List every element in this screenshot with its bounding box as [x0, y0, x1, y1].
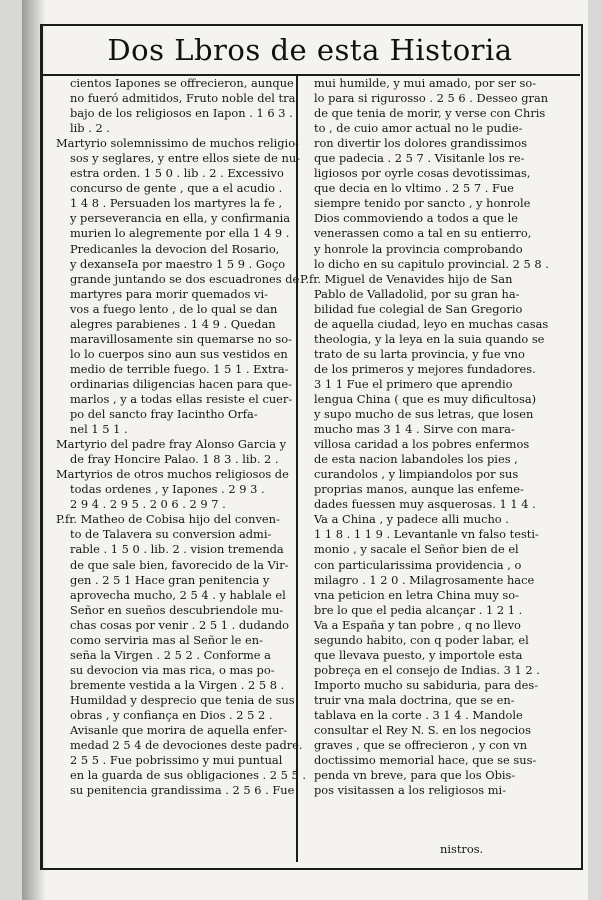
entry-line: no fueró admitidos, Fruto noble del tra [70, 91, 296, 106]
entry-line: bremente vestida a la Virgen . 2 5 8 . [70, 677, 285, 692]
index-entry [56, 512, 307, 798]
entry-line: de fray Honcire Palao. 1 8 3 . lib. 2 . [70, 452, 279, 467]
left-column [56, 76, 307, 798]
entry-line: Va a China , y padece alli mucho . [314, 512, 509, 527]
entry-line: segundo habito, con q poder labar, el [314, 632, 529, 647]
entry-line: siempre tenido por sancto , y honrole [314, 196, 531, 211]
entry-line: marlos , y a todas ellas resiste el cuer- [70, 391, 293, 406]
entry-line: gen . 2 5 1 Hace gran penitencia y [70, 572, 270, 587]
entry-line: ordinarias diligencias hacen para que- [70, 376, 292, 391]
index-entry-continuation [70, 76, 296, 136]
entry-line: vos a fuego lento , de lo qual se dan [70, 301, 278, 316]
entry-line: lib . 2 . [70, 121, 110, 136]
entry-line: ron divertir los dolores grandissimos [314, 136, 528, 151]
entry-line: su penitencia grandissima . 2 5 6 . Fue [70, 783, 295, 798]
index-entry [300, 271, 549, 799]
index-entry [56, 136, 301, 437]
entry-line: lengua China ( que es muy dificultosa) [314, 391, 537, 406]
entry-line: proprias manos, aunque las enfeme- [314, 482, 524, 497]
entry-line: to , de cuio amor actual no le pudie- [314, 121, 523, 136]
entry-line: 3 1 1 Fue el primero que aprendio [314, 376, 513, 391]
entry-line: nel 1 5 1 . [70, 422, 128, 437]
entry-line: consultar el Rey N. S. en los negocios [314, 723, 531, 738]
entry-line: pobreça en el consejo de Indias. 3 1 2 . [314, 662, 540, 677]
entry-line: obras , y confiança en Dios . 2 5 2 . [70, 707, 273, 722]
entry-line: P.fr. Miguel de Venavides hijo de San [300, 271, 513, 286]
entry-line: curandolos , y limpiandolos por sus [314, 467, 519, 482]
entry-line: cientos Iapones se offrecieron, aunque [70, 76, 294, 90]
entry-line: maravillosamente sin quemarse no so- [70, 331, 292, 346]
entry-line: venerassen como a tal en su entierro, [314, 226, 532, 241]
entry-line: seña la Virgen . 2 5 2 . Conforme a [70, 647, 271, 662]
entry-line: milagro . 1 2 0 . Milagrosamente hace [314, 572, 535, 587]
entry-line: estra orden. 1 5 0 . lib . 2 . Excessivo [70, 166, 284, 181]
entry-line: como serviria mas al Señor le en- [70, 632, 263, 647]
entry-line: P.fr. Matheo de Cobisa hijo del conven- [56, 512, 280, 527]
entry-line: trato de su larta provincia, y fue vno [314, 346, 525, 361]
index-entry [56, 467, 290, 512]
entry-line: 2 5 5 . Fue pobrissimo y mui puntual [70, 753, 283, 768]
index-entry-continuation [314, 76, 549, 272]
entry-line: theologia, y la leya en la suia quando se [314, 331, 545, 346]
entry-line: vna peticion en letra China muy so- [314, 587, 519, 602]
entry-line: lo para si rigurosso . 2 5 6 . Desseo gran [314, 91, 549, 106]
entry-line: ligiosos por oyrle cosas devotissimas, [314, 166, 531, 181]
entry-line: concurso de gente , que a el acudio . [70, 181, 283, 196]
entry-line: en la guarda de sus obligaciones . 2 5 5 . [70, 768, 307, 783]
entry-line: todas ordenes , y Iapones . 2 9 3 . [70, 482, 265, 497]
entry-line: Señor en sueños descubriendole mu- [70, 602, 284, 617]
entry-line: bre lo que el pedia alcançar . 1 2 1 . [314, 602, 523, 617]
entry-line: medad 2 5 4 de devociones deste padre. [70, 738, 303, 753]
entry-line: chas cosas por venir . 2 5 1 . dudando [70, 617, 290, 632]
entry-line: y honrole la provincia comprobando [314, 241, 523, 256]
entry-line: martyres para morir quemados vi- [70, 286, 268, 301]
entry-line: rable . 1 5 0 . lib. 2 . vision tremenda [70, 542, 284, 557]
entry-line: truir vna mala doctrina, que se en- [314, 692, 515, 707]
entry-line: graves , que se offrecieron , y con vn [314, 738, 528, 753]
entry-line: Dios commoviendo a todos a que le [314, 211, 518, 226]
entry-line: alegres parabienes . 1 4 9 . Quedan [70, 316, 276, 331]
entry-line: Martyrios de otros muchos religiosos de [56, 467, 289, 482]
entry-line: Va a España y tan pobre , q no llevo [314, 617, 521, 632]
entry-line: su devocion via mas rica, o mas po- [70, 662, 275, 677]
entry-line: de aquella ciudad, leyo en muchas casas [314, 316, 549, 331]
entry-line: murien lo alegremente por ella 1 4 9 . [70, 226, 290, 241]
entry-line: penda vn breve, para que los Obis- [314, 768, 516, 783]
entry-line: tablava en la corte . 3 1 4 . Mandole [314, 707, 523, 722]
entry-line: con particularissima providencia , o [314, 557, 522, 572]
page-title: Dos Lbros de esta Historia [107, 33, 513, 67]
entry-line: grande juntando se dos escuadrones de [70, 271, 300, 286]
entry-line: que decia en lo vltimo . 2 5 7 . Fue [314, 181, 514, 196]
entry-line: que padecia . 2 5 7 . Visitanle los re- [314, 151, 525, 166]
entry-line: dades fuessen muy asquerosas. 1 1 4 . [314, 497, 536, 512]
index-entry [56, 437, 290, 467]
entry-line: mucho mas 3 1 4 . Sirve con mara- [314, 422, 515, 437]
entry-line: y dexanseIa por maestro 1 5 9 . Goço [70, 256, 286, 271]
entry-line: monio , y sacale el Señor bien de el [314, 542, 519, 557]
entry-line: po del sancto fray Iacintho Orfa- [70, 407, 258, 422]
catchword: nistros. [440, 842, 484, 856]
entry-line: que llevava puesto, y importole esta [314, 647, 523, 662]
entry-line: sos y seglares, y entre ellos siete de nu- [70, 151, 301, 166]
entry-line: Martyrio del padre fray Alonso Garcia y [56, 437, 287, 452]
entry-line: Humildad y desprecio que tenia de sus [70, 692, 295, 707]
entry-line: to de Talavera su conversion admi- [70, 527, 272, 542]
entry-line: pos visitassen a los religiosos mi- [314, 783, 507, 798]
entry-line: de los primeros y mejores fundadores. [314, 361, 536, 376]
entry-line: Avisanle que morira de aquella enfer- [70, 723, 288, 738]
entry-line: villosa caridad a los pobres enfermos [314, 437, 530, 452]
entry-line: mui humilde, y mui amado, por ser so- [314, 76, 537, 90]
entry-line: lo lo cuerpos sino aun sus vestidos en [70, 346, 288, 361]
entry-line: medio de terrible fuego. 1 5 1 . Extra- [70, 361, 289, 376]
entry-line: y perseverancia en ella, y confirmania [70, 211, 291, 226]
entry-line: de que sale bien, favorecido de la Vir- [70, 557, 289, 572]
entry-line: Martyrio solemnissimo de muchos religio- [56, 136, 299, 151]
entry-line: de que tenia de morir, y verse con Chris [314, 106, 546, 121]
entry-line: aprovecha mucho, 2 5 4 . y hablale el [70, 587, 286, 602]
entry-line: bajo de los religiosos en Iapon . 1 6 3 . [70, 106, 293, 121]
entry-line: Pablo de Valladolid, por su gran ha- [314, 286, 520, 301]
entry-line: Importo mucho su sabiduria, para des- [314, 677, 539, 692]
entry-line: 1 1 8 . 1 1 9 . Levantanle vn falso testi- [314, 527, 539, 542]
entry-line: y supo mucho de sus letras, que losen [314, 407, 534, 422]
entry-line: Predicanles la devocion del Rosario, [70, 241, 280, 256]
entry-line: bilidad fue colegial de San Gregorio [314, 301, 523, 316]
entry-line: de esta nacion labandoles los pies , [314, 452, 518, 467]
entry-line: lo dicho en su capitulo provincial. 2 5 8 . [314, 256, 549, 271]
entry-line: 2 9 4 . 2 9 5 . 2 0 6 . 2 9 7 . [70, 497, 226, 512]
entry-line: 1 4 8 . Persuaden los martyres la fe , [70, 196, 283, 211]
entry-line: doctissimo memorial hace, que se sus- [314, 753, 537, 768]
right-column [300, 76, 549, 798]
